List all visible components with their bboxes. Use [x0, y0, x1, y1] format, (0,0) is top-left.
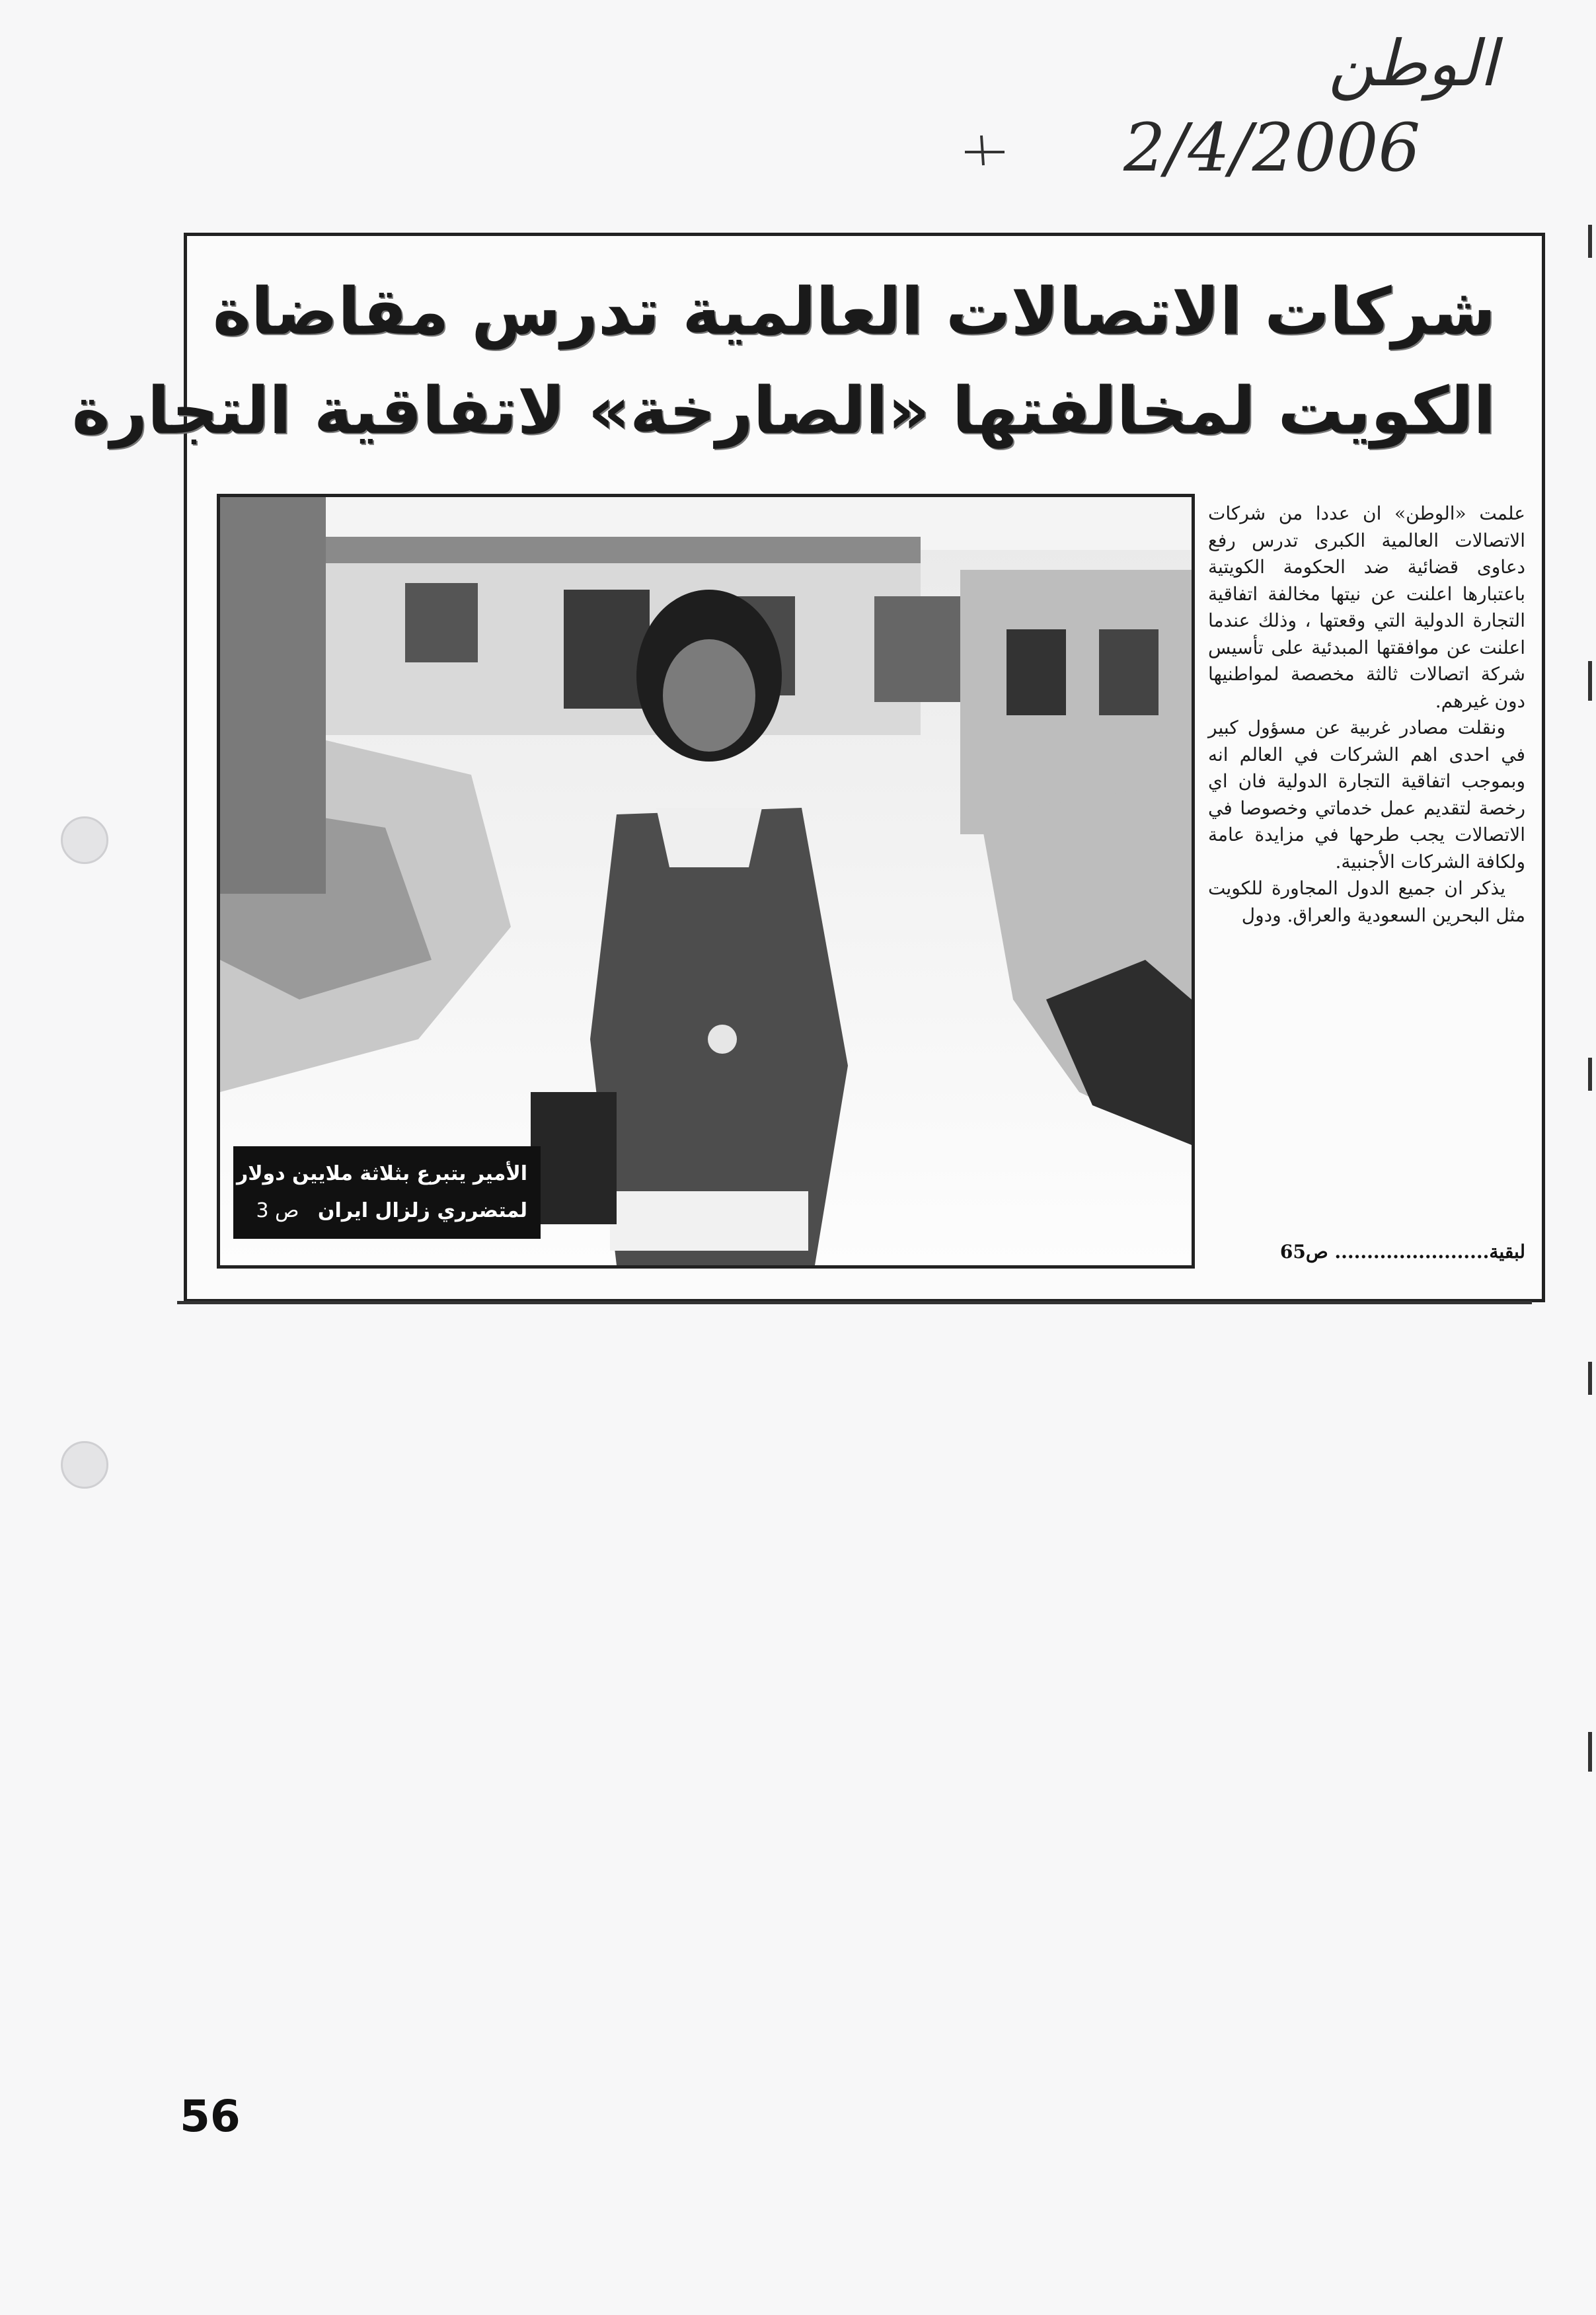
- edge-mark: [1588, 1058, 1592, 1091]
- newspaper-clipping: [71, 233, 1545, 1302]
- news-photo: [217, 494, 1195, 1269]
- binder-hole: [61, 1441, 108, 1489]
- caption-text: لمتضرري زلزال ايران: [317, 1199, 527, 1222]
- caption-page-reference: ص 3: [256, 1199, 299, 1222]
- edge-mark: [1588, 225, 1592, 258]
- caption-line-1: الأمير يتبرع بثلاثة ملايين دولار: [236, 1162, 527, 1185]
- article-paragraph: علمت «الوطن» ان عددا من شركات الاتصالات العالمية الكبرى تدرس رفع دعاوى قضائية ضد الحكومة الكويتية باعتبارها اعلنت عن نيتها مخالفة اتفاقية التجارة الدولية التي وقعتها ، وذلك عندما اعلنت عن موافقتها المبدئية على تأسيس شركة اتصالات ثالثة مخصصة لمواطنيها دون غيرهم.: [1208, 502, 1525, 712]
- binder-hole: [61, 816, 108, 864]
- article-paragraph: يذكر ان جميع الدول المجاورة للكويت مثل البحرين السعودية والعراق. ودول: [1208, 877, 1525, 926]
- continued-on-page: لبقية........................ ص65: [1279, 1241, 1525, 1263]
- article-body: [1208, 500, 1525, 929]
- headline-line-1: شركات الاتصالات العالمية تدرس مقاضاة: [212, 274, 1496, 350]
- edge-mark: [1588, 1362, 1592, 1395]
- edge-mark: [1588, 661, 1592, 701]
- photo-caption: [233, 1146, 541, 1239]
- article-paragraph: ونقلت مصادر غربية عن مسؤول كبير في احدى اهم الشركات في العالم انه وبموجب اتفاقية التجارة الدولية فان اي رخصة لتقديم عمل خدماتي وخصوصا في الاتصالات يجب طرحها في مزايدة عامة ولكافة الشركات الأجنبية.: [1208, 717, 1525, 873]
- headline-line-2: الكويت لمخالفتها «الصارخة» لاتفاقية التجارة: [71, 373, 1496, 449]
- handwritten-newspaper-name: الوطن: [1328, 26, 1497, 100]
- handwritten-date: 2/4/2006: [1123, 109, 1421, 186]
- edge-mark: [1588, 1732, 1592, 1772]
- page-number: 56: [180, 2091, 241, 2142]
- clipping-bottom-rule: [177, 1301, 1532, 1304]
- article-headline: [71, 262, 1496, 461]
- caption-line-2: [247, 1193, 527, 1230]
- handwritten-tick-mark: [952, 126, 1011, 172]
